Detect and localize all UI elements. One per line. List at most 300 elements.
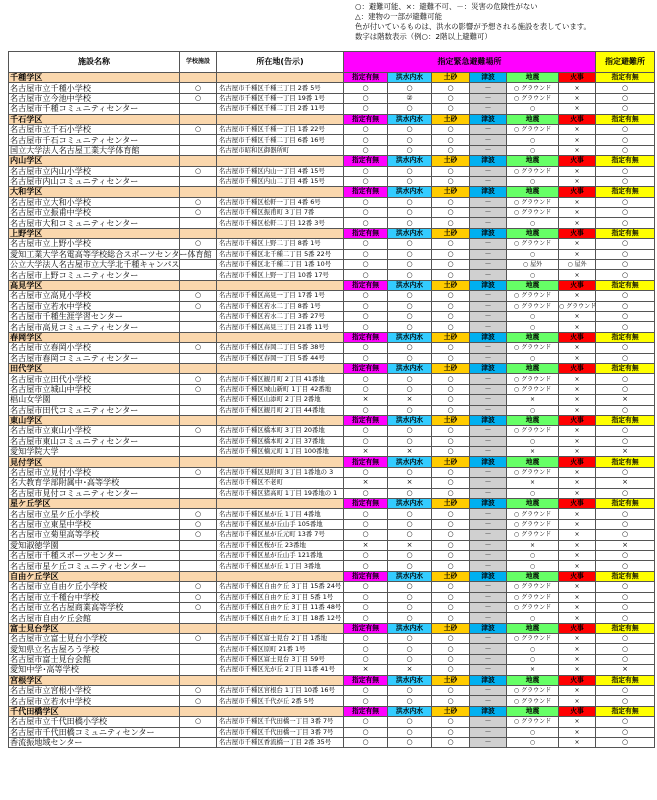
- group-address-blank: [217, 187, 344, 197]
- tsunami-cell: －: [470, 436, 507, 446]
- earthquake-cell: ○: [507, 311, 559, 321]
- earthquake-cell: ○: [507, 727, 559, 737]
- fire-cell: ×: [559, 176, 596, 186]
- designated-cell: ×: [344, 395, 388, 405]
- flood-cell: ○: [388, 436, 432, 446]
- hazard-label: 津波: [470, 363, 507, 373]
- landslide-cell: ○: [432, 166, 470, 176]
- flood-cell: ○: [388, 727, 432, 737]
- flood-cell: ○: [388, 124, 432, 134]
- tsunami-cell: －: [470, 478, 507, 488]
- tsunami-cell: －: [470, 384, 507, 394]
- group-header-row: [9, 415, 655, 425]
- facility-address: 名古屋市千種区春岡二丁目 5番 38号: [217, 343, 344, 353]
- hazard-label: 津波: [470, 675, 507, 685]
- school-flag: [180, 665, 217, 675]
- hazard-label: 火事: [559, 675, 596, 685]
- facility-address: 名古屋市千種区不老町: [217, 478, 344, 488]
- designated-cell: ○: [344, 550, 388, 560]
- table-row: [9, 124, 655, 134]
- fire-cell: ×: [559, 270, 596, 280]
- group-address-blank: [217, 363, 344, 373]
- earthquake-cell: ○: [507, 353, 559, 363]
- school-flag: ○: [180, 384, 217, 394]
- school-flag: [180, 260, 217, 270]
- hazard-label: 地震: [507, 415, 559, 425]
- table-row: [9, 550, 655, 560]
- tsunami-cell: －: [470, 249, 507, 259]
- earthquake-cell: ○ グラウンド: [507, 519, 559, 529]
- flood-cell: ○: [388, 249, 432, 259]
- hazard-label: 土砂: [432, 415, 470, 425]
- designated-cell: ○: [344, 291, 388, 301]
- table-row: [9, 270, 655, 280]
- facility-address: 名古屋市千種区春岡一丁目 5番 44号: [217, 353, 344, 363]
- landslide-cell: ○: [432, 613, 470, 623]
- hazard-label: 指定有無: [344, 363, 388, 373]
- hazard-label: 地震: [507, 156, 559, 166]
- school-flag: [180, 488, 217, 498]
- facility-name: 名古屋市立大和小学校: [9, 197, 180, 207]
- table-row: [9, 582, 655, 592]
- shelter-cell: ○: [596, 343, 655, 353]
- facility-address: 名古屋市千種区星が丘山手 121番地: [217, 550, 344, 560]
- designated-cell: ○: [344, 218, 388, 228]
- hazard-label: 洪水内水: [388, 415, 432, 425]
- designated-cell: ○: [344, 436, 388, 446]
- table-row: [9, 176, 655, 186]
- earthquake-cell: ○: [507, 738, 559, 748]
- hazard-label: 洪水内水: [388, 280, 432, 290]
- hazard-label: 津波: [470, 187, 507, 197]
- shelter-label: 指定有無: [596, 332, 655, 342]
- flood-cell: ○: [388, 301, 432, 311]
- facility-address: 名古屋市千種区高見三丁目 21番 11号: [217, 322, 344, 332]
- group-name: 千代田橋学区: [9, 706, 180, 716]
- legend-line: 数字は階数表示（例○：2階以上避難可）: [355, 32, 492, 41]
- facility-address: 名古屋市千種区若水二丁目 3番 27号: [217, 311, 344, 321]
- fire-cell: ×: [559, 592, 596, 602]
- designated-cell: ○: [344, 176, 388, 186]
- tsunami-cell: －: [470, 738, 507, 748]
- designated-cell: ○: [344, 530, 388, 540]
- flood-cell: ○: [388, 530, 432, 540]
- group-school-blank: [180, 114, 217, 124]
- school-flag: [180, 447, 217, 457]
- landslide-cell: ○: [432, 176, 470, 186]
- facility-address: 名古屋市千種区楠元町 1丁目 100番地: [217, 447, 344, 457]
- table-row: [9, 530, 655, 540]
- designated-cell: ○: [344, 519, 388, 529]
- designated-cell: ○: [344, 249, 388, 259]
- shelter-cell: ○: [596, 467, 655, 477]
- header-shelter: 指定避難所: [596, 52, 655, 73]
- school-flag: ○: [180, 582, 217, 592]
- facility-name: 名古屋市立東山小学校: [9, 426, 180, 436]
- facility-address: 名古屋市千種区千代田橋一丁目 3番 7号: [217, 717, 344, 727]
- table-row: [9, 665, 655, 675]
- flood-cell: ○: [388, 519, 432, 529]
- flood-cell: ○: [388, 384, 432, 394]
- flood-cell: ○: [388, 405, 432, 415]
- tsunami-cell: －: [470, 343, 507, 353]
- flood-cell: ○: [388, 343, 432, 353]
- school-flag: ○: [180, 301, 217, 311]
- landslide-cell: ○: [432, 405, 470, 415]
- landslide-cell: ○: [432, 696, 470, 706]
- hazard-label: 指定有無: [344, 332, 388, 342]
- facility-name: 名古屋市立宮根小学校: [9, 686, 180, 696]
- landslide-cell: ○: [432, 727, 470, 737]
- table-row: [9, 395, 655, 405]
- earthquake-cell: ○ グラウンド: [507, 592, 559, 602]
- school-flag: [180, 176, 217, 186]
- earthquake-cell: ×: [507, 395, 559, 405]
- facility-name: 名古屋市立高見小学校: [9, 291, 180, 301]
- group-school-blank: [180, 363, 217, 373]
- flood-cell: ○: [388, 208, 432, 218]
- shelter-cell: ○: [596, 696, 655, 706]
- facility-address: 名古屋市千種区橋本町 2丁目 37番地: [217, 436, 344, 446]
- earthquake-cell: ○: [507, 644, 559, 654]
- facility-name: 国立大学法人名古屋工業大学体育館: [9, 145, 180, 155]
- facility-name: 名古屋市立千種小学校: [9, 83, 180, 93]
- hazard-label: 火事: [559, 332, 596, 342]
- earthquake-cell: ○ グラウンド: [507, 634, 559, 644]
- group-name: 自由ケ丘学区: [9, 571, 180, 581]
- tsunami-cell: －: [470, 208, 507, 218]
- hazard-label: 土砂: [432, 571, 470, 581]
- fire-cell: ×: [559, 166, 596, 176]
- facility-address: 名古屋市千種区観月町 2丁目 44番地: [217, 405, 344, 415]
- group-name: 東山学区: [9, 415, 180, 425]
- flood-cell: ○: [388, 270, 432, 280]
- shelter-cell: ○: [596, 124, 655, 134]
- facility-name: 愛知中学･高等学校: [9, 665, 180, 675]
- facility-address: 名古屋市千種区見附町 3丁目 1番地の 3: [217, 467, 344, 477]
- flood-cell: ×: [388, 447, 432, 457]
- fire-cell: ×: [559, 665, 596, 675]
- hazard-label: 土砂: [432, 280, 470, 290]
- earthquake-cell: ○ グラウンド: [507, 291, 559, 301]
- flood-cell: ○: [388, 176, 432, 186]
- flood-cell: ○: [388, 322, 432, 332]
- shelter-label: 指定有無: [596, 706, 655, 716]
- earthquake-cell: ○: [507, 436, 559, 446]
- group-header-row: [9, 187, 655, 197]
- designated-cell: ×: [344, 478, 388, 488]
- shelter-cell: ○: [596, 301, 655, 311]
- earthquake-cell: ○ グラウンド: [507, 239, 559, 249]
- school-flag: [180, 550, 217, 560]
- designated-cell: ○: [344, 301, 388, 311]
- flood-cell: ○: [388, 218, 432, 228]
- hazard-label: 洪水内水: [388, 675, 432, 685]
- facility-name: 愛知学院大学: [9, 447, 180, 457]
- school-flag: ○: [180, 426, 217, 436]
- school-flag: ○: [180, 166, 217, 176]
- shelter-cell: ○: [596, 208, 655, 218]
- shelter-label: 指定有無: [596, 228, 655, 238]
- landslide-cell: ○: [432, 395, 470, 405]
- shelter-label: 指定有無: [596, 363, 655, 373]
- school-flag: ○: [180, 208, 217, 218]
- fire-cell: ○ グラウンド: [559, 302, 597, 310]
- group-header-row: [9, 363, 655, 373]
- table-row: [9, 436, 655, 446]
- table-row: [9, 613, 655, 623]
- hazard-label: 地震: [507, 363, 559, 373]
- landslide-cell: ○: [432, 644, 470, 654]
- group-school-blank: [180, 73, 217, 83]
- group-header-row: [9, 332, 655, 342]
- earthquake-cell: ○: [507, 104, 559, 114]
- earthquake-cell: ○: [507, 270, 559, 280]
- hazard-label: 火事: [559, 499, 596, 509]
- designated-cell: ○: [344, 239, 388, 249]
- facility-address: 名古屋市千種区観月町 2丁目 41番地: [217, 374, 344, 384]
- facility-address: 名古屋市千種区内山一丁目 4番 15号: [217, 166, 344, 176]
- flood-cell: ○: [388, 509, 432, 519]
- fire-cell: ×: [559, 644, 596, 654]
- table-row: [9, 384, 655, 394]
- earthquake-cell: ○ グラウンド: [507, 717, 559, 727]
- flood-cell: ○: [388, 426, 432, 436]
- hazard-label: 地震: [507, 571, 559, 581]
- facility-name: 名古屋市大和コミュニティセンター: [9, 218, 180, 228]
- earthquake-cell: ○: [507, 561, 559, 571]
- facility-name: 名古屋市千石コミュニティセンター: [9, 135, 180, 145]
- hazard-label: 地震: [507, 457, 559, 467]
- group-name: 田代学区: [9, 363, 180, 373]
- shelter-cell: ○: [596, 727, 655, 737]
- fire-cell: ×: [559, 550, 596, 560]
- landslide-cell: ○: [432, 478, 470, 488]
- hazard-label: 指定有無: [344, 499, 388, 509]
- group-name: 宮根学区: [9, 675, 180, 685]
- designated-cell: ○: [344, 644, 388, 654]
- hazard-label: 指定有無: [344, 114, 388, 124]
- flood-cell: ○: [388, 239, 432, 249]
- earthquake-cell: ○ グラウンド: [507, 426, 559, 436]
- school-flag: [180, 322, 217, 332]
- hazard-label: 津波: [470, 228, 507, 238]
- shelter-cell: ○: [596, 582, 655, 592]
- facility-name: 名古屋市千種コミュニティセンター: [9, 104, 180, 114]
- designated-cell: ○: [344, 634, 388, 644]
- fire-cell: ×: [559, 374, 596, 384]
- hazard-label: 指定有無: [344, 457, 388, 467]
- facility-address: 名古屋市千種区北千種二丁目 1番 10号: [217, 260, 344, 270]
- facility-name: 愛知工業大学名電高等学校総合スポーツセンター体育館: [10, 248, 212, 259]
- group-school-blank: [180, 187, 217, 197]
- facility-address: 名古屋市千種区千種二丁目 6番 16号: [217, 135, 344, 145]
- table-row: [9, 447, 655, 457]
- hazard-label: 洪水内水: [388, 228, 432, 238]
- table-row: [9, 509, 655, 519]
- table-row: [9, 239, 655, 249]
- flood-cell: ○: [388, 582, 432, 592]
- tsunami-cell: －: [470, 540, 507, 550]
- school-flag: ○: [180, 519, 217, 529]
- designated-cell: ○: [344, 197, 388, 207]
- group-header-row: [9, 499, 655, 509]
- table-header-row: [9, 52, 655, 73]
- fire-cell: ×: [559, 311, 596, 321]
- landslide-cell: ○: [432, 540, 470, 550]
- shelter-cell: ○: [596, 197, 655, 207]
- school-flag: [180, 145, 217, 155]
- facility-name: 椙山女学園: [9, 395, 180, 405]
- designated-cell: ○: [344, 686, 388, 696]
- group-name: 高見学区: [9, 280, 180, 290]
- designated-cell: ○: [344, 654, 388, 664]
- group-name: 大和学区: [9, 187, 180, 197]
- tsunami-cell: －: [470, 395, 507, 405]
- earthquake-cell: ×: [507, 478, 559, 488]
- table-row: [9, 478, 655, 488]
- hazard-label: 土砂: [432, 675, 470, 685]
- hazard-label: 洪水内水: [388, 571, 432, 581]
- landslide-cell: ○: [432, 93, 470, 103]
- facility-address: 名古屋市千種区内山二丁目 4番 15号: [217, 176, 344, 186]
- fire-cell: ×: [559, 124, 596, 134]
- fire-cell: ×: [559, 405, 596, 415]
- hazard-label: 土砂: [432, 457, 470, 467]
- landslide-cell: ○: [432, 145, 470, 155]
- shelter-cell: ○: [596, 436, 655, 446]
- shelter-cell: ○: [596, 249, 655, 259]
- flood-cell: ×: [388, 665, 432, 675]
- earthquake-cell: ○: [507, 218, 559, 228]
- designated-cell: ○: [344, 738, 388, 748]
- hazard-label: 地震: [507, 675, 559, 685]
- shelter-label: 指定有無: [596, 73, 655, 83]
- hazard-label: 指定有無: [344, 280, 388, 290]
- hazard-label: 火事: [559, 114, 596, 124]
- tsunami-cell: －: [470, 124, 507, 134]
- fire-cell: ×: [559, 738, 596, 748]
- group-header-row: [9, 706, 655, 716]
- earthquake-cell: ○ グラウンド: [507, 582, 559, 592]
- school-flag: [180, 478, 217, 488]
- facility-address: 名古屋市千種区星が丘 1丁目 4番地: [217, 509, 344, 519]
- facility-name: 名古屋市立春岡小学校: [9, 343, 180, 353]
- shelter-cell: ○: [596, 104, 655, 114]
- tsunami-cell: －: [470, 104, 507, 114]
- school-flag: ○: [180, 124, 217, 134]
- earthquake-cell: ○ グラウンド: [507, 197, 559, 207]
- school-flag: ○: [180, 509, 217, 519]
- shelter-label: 指定有無: [596, 499, 655, 509]
- facility-address: 名古屋市千種区香流橋一丁目 2番 35号: [217, 738, 344, 748]
- facility-address: 名古屋市昭和区御器所町: [217, 145, 344, 155]
- fire-cell: ×: [559, 145, 596, 155]
- tsunami-cell: －: [470, 301, 507, 311]
- designated-cell: ○: [344, 374, 388, 384]
- tsunami-cell: －: [470, 166, 507, 176]
- facility-address: 名古屋市千種区星が丘元町 13番 7号: [217, 530, 344, 540]
- shelter-cell: ○: [596, 176, 655, 186]
- table-row: [9, 727, 655, 737]
- flood-cell: ○: [388, 353, 432, 363]
- designated-cell: ○: [344, 83, 388, 93]
- designated-cell: ○: [344, 696, 388, 706]
- landslide-cell: ○: [432, 550, 470, 560]
- flood-cell: ○: [388, 374, 432, 384]
- earthquake-cell: ×: [507, 665, 559, 675]
- flood-cell: ○: [388, 686, 432, 696]
- shelter-cell: ○: [596, 83, 655, 93]
- tsunami-cell: －: [470, 311, 507, 321]
- designated-cell: ○: [344, 509, 388, 519]
- designated-cell: ○: [344, 145, 388, 155]
- group-address-blank: [217, 499, 344, 509]
- table-row: [9, 218, 655, 228]
- table-row: [9, 467, 655, 477]
- designated-cell: ○: [344, 561, 388, 571]
- hazard-label: 地震: [507, 706, 559, 716]
- earthquake-cell: ○ グラウンド: [507, 696, 559, 706]
- flood-cell: ○: [388, 197, 432, 207]
- tsunami-cell: －: [470, 93, 507, 103]
- hazard-label: 津波: [470, 571, 507, 581]
- table-row: [9, 166, 655, 176]
- landslide-cell: ○: [432, 467, 470, 477]
- facility-address: 名古屋市千種区千種一丁目 19番 1号: [217, 93, 344, 103]
- earthquake-cell: ○ グラウンド: [507, 343, 559, 353]
- facility-name: 名古屋市立城山中学校: [9, 384, 180, 394]
- school-flag: ○: [180, 634, 217, 644]
- school-flag: [180, 104, 217, 114]
- flood-cell: ○: [388, 135, 432, 145]
- landslide-cell: ○: [432, 717, 470, 727]
- earthquake-cell: ○: [507, 145, 559, 155]
- fire-cell: ×: [559, 104, 596, 114]
- facility-name: 名古屋市立若水中学校: [9, 696, 180, 706]
- designated-cell: ○: [344, 270, 388, 280]
- fire-cell: ×: [559, 727, 596, 737]
- group-school-blank: [180, 156, 217, 166]
- fire-cell: ○ 屋外: [559, 260, 596, 270]
- facility-address: 名古屋市千種区光が丘 2丁目 11番 41号: [217, 665, 344, 675]
- group-address-blank: [217, 623, 344, 633]
- flood-cell: ○: [388, 467, 432, 477]
- designated-cell: ○: [344, 592, 388, 602]
- header-name: 施設名称: [9, 52, 180, 73]
- school-flag: ○: [180, 696, 217, 706]
- hazard-label: 津波: [470, 280, 507, 290]
- shelter-cell: ○: [596, 374, 655, 384]
- facility-name: 名古屋市立振甫中学校: [9, 208, 180, 218]
- landslide-cell: ○: [432, 374, 470, 384]
- facility-address: 名古屋市千種区自由ケ丘 3丁目 15番 24号: [217, 582, 344, 592]
- fire-cell: ×: [559, 519, 596, 529]
- hazard-label: 火事: [559, 571, 596, 581]
- designated-cell: ○: [344, 311, 388, 321]
- flood-cell: ○: [388, 717, 432, 727]
- earthquake-cell: ○ グラウンド: [507, 301, 559, 311]
- shelter-cell: ○: [596, 166, 655, 176]
- school-flag: [180, 727, 217, 737]
- shelter-cell: ○: [596, 218, 655, 228]
- shelter-cell: ○: [596, 488, 655, 498]
- shelter-cell: ○: [596, 509, 655, 519]
- school-flag: ○: [180, 592, 217, 602]
- tsunami-cell: －: [470, 613, 507, 623]
- landslide-cell: ○: [432, 135, 470, 145]
- landslide-cell: ○: [432, 384, 470, 394]
